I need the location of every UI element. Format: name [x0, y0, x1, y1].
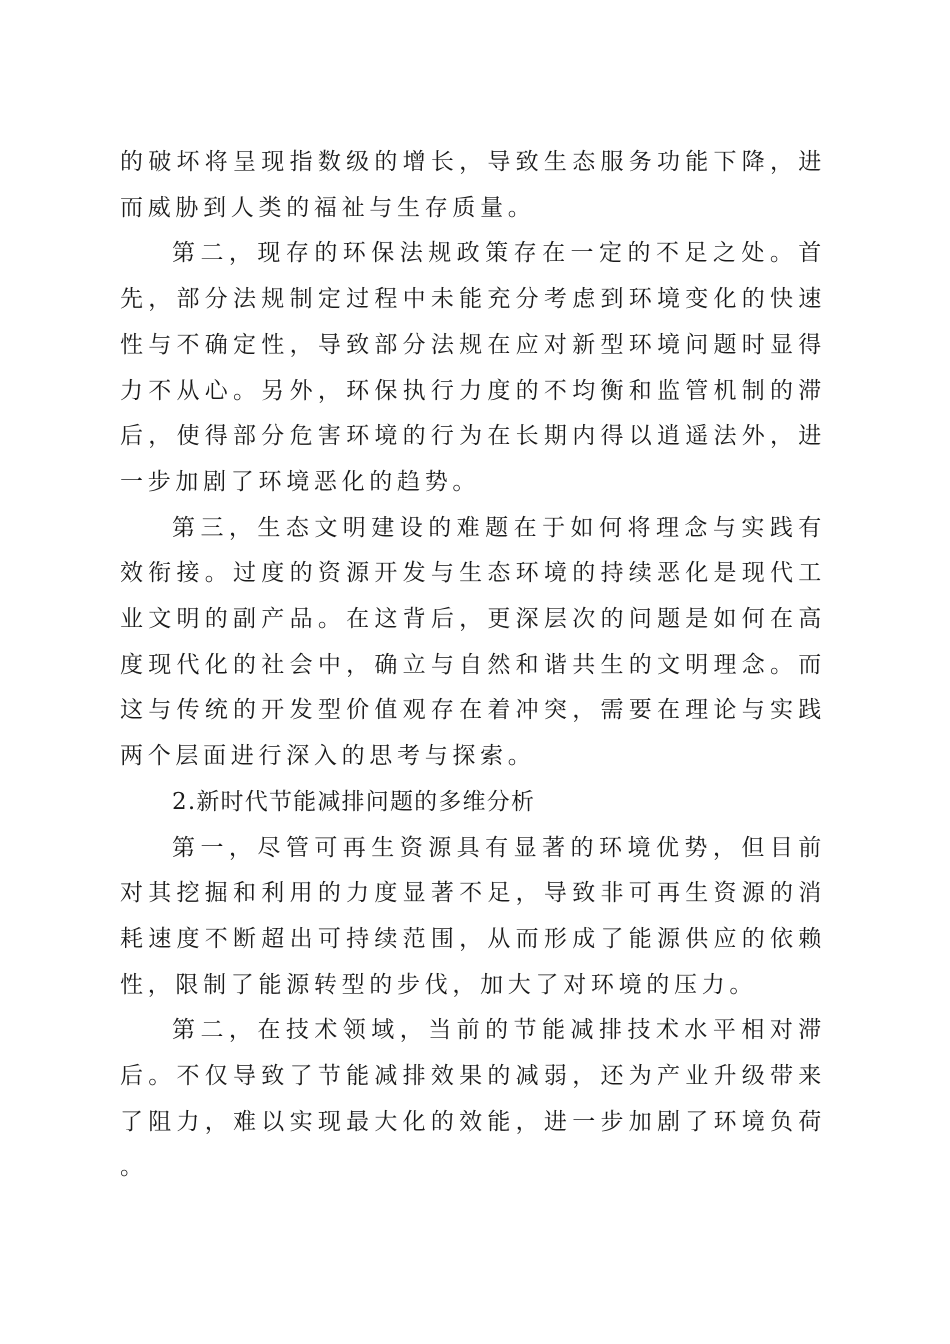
paragraph-ecological-civilization: 第三，生态文明建设的难题在于如何将理念与实践有效衔接。过度的资源开发与生态环境的持续恶化是现代工业文明的副产品。在这背后，更深层次的问题是如何在高度现代化的社会中，确立与自然和谐共生的文明理念。而这与传统的开发型价值观存在着冲突，需要在理论与实践两个层面进行深入的思考与探索。 — [120, 514, 826, 770]
paragraph-renewable-resources: 第一，尽管可再生资源具有显著的环境优势，但目前对其挖掘和利用的力度显著不足，导致非可再生资源的消耗速度不断超出可持续范围，从而形成了能源供应的依赖性，限制了能源转型的步伐，加大了对环境的压力。 — [120, 834, 826, 998]
document-body — [120, 140, 826, 1191]
continuation-paragraph: 的破坏将呈现指数级的增长，导致生态服务功能下降，进而威胁到人类的福祉与生存质量。 — [120, 149, 826, 221]
paragraph-regulations: 第二，现存的环保法规政策存在一定的不足之处。首先，部分法规制定过程中未能充分考虑到环境变化的快速性与不确定性，导致部分法规在应对新型环境问题时显得力不从心。另外，环保执行力度的不均衡和监管机制的滞后，使得部分危害环境的行为在长期内得以逍遥法外，进一步加剧了环境恶化的趋势。 — [120, 240, 826, 495]
paragraph-technology: 第二，在技术领域，当前的节能减排技术水平相对滞后。不仅导致了节能减排效果的减弱，还为产业升级带来了阻力，难以实现最大化的效能，进一步加剧了环境负荷。 — [120, 1017, 826, 1181]
section-heading: 2.新时代节能减排问题的多维分析 — [172, 788, 536, 815]
